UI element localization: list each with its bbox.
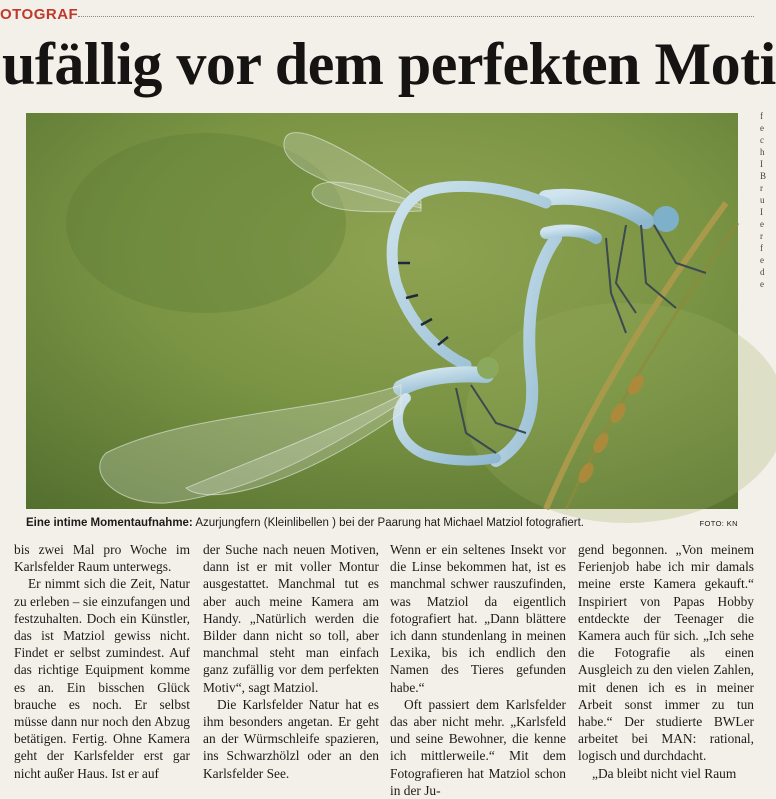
article-column-2: [203, 541, 379, 781]
kicker-divider: [78, 16, 754, 17]
article-column-3: [390, 541, 566, 798]
photo-credit: FOTO: KN: [699, 519, 738, 528]
paragraph: Die Karlsfelder Natur hat es ihm besonders angetan. Er geht an der Würmschleife spazieren, ins Schwarzhölzl oder an den Karlsfelder See.: [203, 696, 379, 781]
paragraph: Wenn er ein seltenes Insekt vor die Linse bekommen hat, ist es manchmal schwer rauszufinden, was Matziol da eigentlich fotografiert hat. „Dann blättere ich dann stundenlang in meinen Lexika, bis ich endlich den Namen des Tieres gefunden habe.“: [390, 542, 566, 695]
damselfly-photo-illustration: [26, 113, 738, 509]
photo-caption: [26, 514, 738, 532]
paragraph: gend begonnen. „Von meinem Ferienjob habe ich mir damals meine erste Kamera gekauft.“ Inspiriert von Papas Hobby entdeckte der Teenager die Kamera auch für sich. „Ich sehe die Fotografie als einen Ausgleich zu den vielen Zahlen, mit denen ich es in meiner Arbeit sonst immer zu tun habe.“ Der studierte BWLer arbeitet bei MAN: rational, logisch und durchdacht.: [578, 542, 754, 764]
caption-lead: Eine intime Momentaufnahme:: [26, 517, 193, 529]
caption-text: Azurjungfern (Kleinlibellen ) bei der Paarung hat Michael Matziol fotografiert.: [192, 517, 584, 529]
paragraph: der Suche nach neuen Motiven, dann ist er mit voller Montur ausgestattet. Manchmal tut es aber auch meine Kamera am Handy. „Natürlich werden die Bilder dann nicht so toll, aber manchmal steht man einfach ganz zufällig vor dem perfekten Motiv“, sagt Matziol.: [203, 542, 379, 695]
cropped-adjacent-column: f e c h I B r u I e r f e d e: [760, 111, 767, 289]
paragraph: Oft passiert dem Karlsfelder das aber nicht mehr. „Karlsfeld und seine Bewohner, die kenne ich mittlerweile.“ Mit dem Fotografieren hat Matziol schon in der Ju-: [390, 696, 566, 798]
section-kicker: OTOGRAF: [0, 6, 79, 23]
headline: ufällig vor dem perfekten Moti: [2, 31, 776, 97]
article-photo: [26, 113, 738, 509]
paragraph: bis zwei Mal pro Woche im Karlsfelder Raum unterwegs.: [14, 542, 190, 575]
paragraph: „Da bleibt nicht viel Raum: [592, 765, 737, 781]
article-column-4: [578, 541, 754, 781]
article-column-1: [14, 541, 190, 781]
paragraph: Er nimmt sich die Zeit, Natur zu erleben – sie einzufangen und festzuhalten. Doch ein Künstler, das ist Matziol gewiss nicht. Findet er selbst zumindest. Auf das richtige Equipment komme es an. Ein bisschen Glück brauche es noch. Er selbst müsse dann nur noch den Abzug betätigen. Fertig. Ohne Kamera geht der Karlsfelder erst gar nicht außer Haus. Ist er auf: [14, 576, 190, 781]
